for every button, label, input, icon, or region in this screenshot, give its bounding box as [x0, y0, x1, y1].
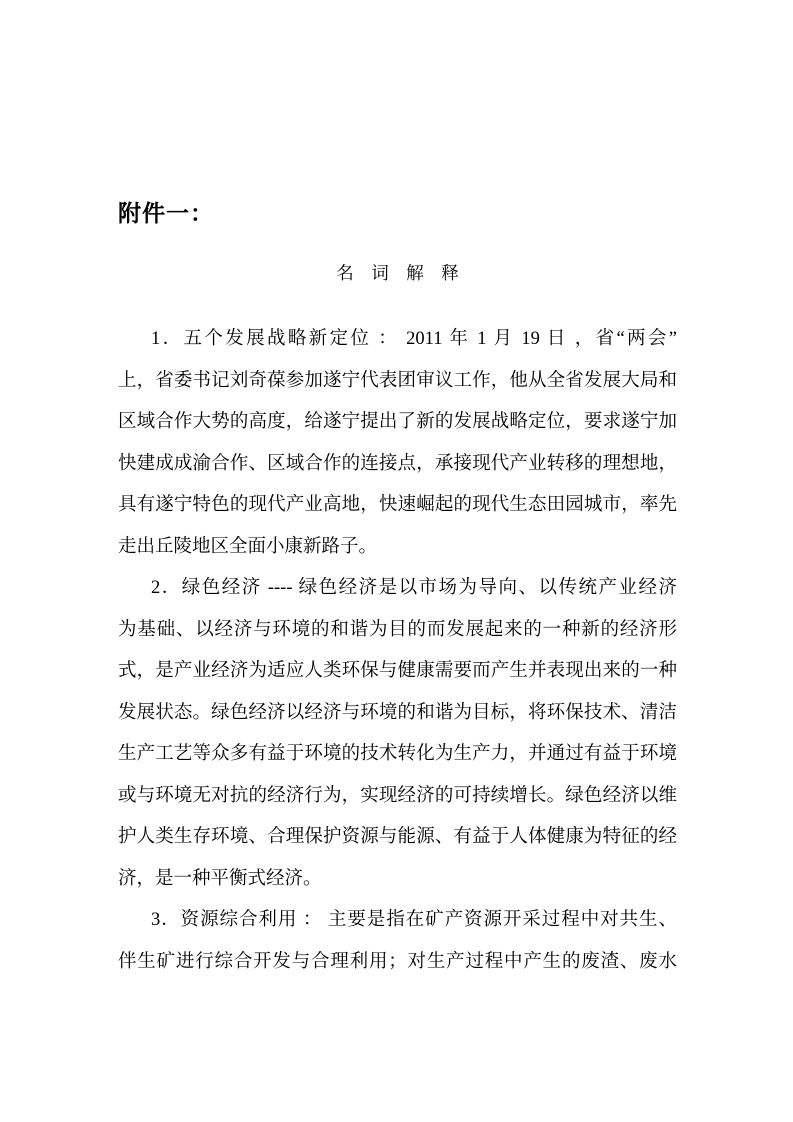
body-text-line: 护人类生存环境、合理保护资源与能源、有益于人体健康为特征的经	[118, 827, 677, 847]
body-text-line: 2．绿色经济 ---- 绿色经济是以市场为导向、以传统产业经济	[151, 578, 677, 598]
body-text-line: 1．五个发展战略新定位 ： 2011 年 1 月 19 日 ，省“两会”	[151, 329, 677, 349]
body-text-line: 具有遂宁特色的现代产业高地，快速崛起的现代生态田园城市，率先	[118, 495, 677, 515]
body-text-line: 伴生矿进行综合开发与合理利用；对生产过程中产生的废渣、废水	[118, 951, 677, 972]
body-text-line: 3．资源综合利用 ： 主要是指在矿产资源开采过程中对共生、	[151, 910, 677, 930]
body-text-line: 或与环境无对抗的经济行为，实现经济的可持续增长。绿色经济以维	[118, 785, 677, 806]
body-text-line: 生产工艺等众多有益于环境的技术转化为生产力，并通过有益于环境	[118, 744, 677, 764]
body-text-line: 式，是产业经济为适应人类环保与健康需要而产生并表现出来的一种	[118, 661, 677, 681]
attachment-label: 附件一：	[118, 200, 214, 226]
document-title: 名 词 解 释	[336, 263, 459, 283]
body-text-line: 快建成成渝合作、区域合作的连接点，承接现代产业转移的理想地，	[118, 453, 677, 474]
body-text-line: 为基础、以经济与环境的和谐为目的而发展起来的一种新的经济形	[118, 619, 677, 640]
body-text-line: 区域合作大势的高度，给遂宁提出了新的发展战略定位，要求遂宁加	[118, 412, 677, 432]
body-text-line: 济，是一种平衡式经济。	[118, 868, 322, 889]
body-text-line: 发展状态。绿色经济以经济与环境的和谐为目标，将环保技术、清洁	[118, 702, 677, 723]
body-text-line: 走出丘陵地区全面小康新路子。	[118, 536, 378, 557]
body-text-line: 上，省委书记刘奇葆参加遂宁代表团审议工作，他从全省发展大局和	[118, 370, 677, 391]
document-body	[118, 319, 677, 983]
